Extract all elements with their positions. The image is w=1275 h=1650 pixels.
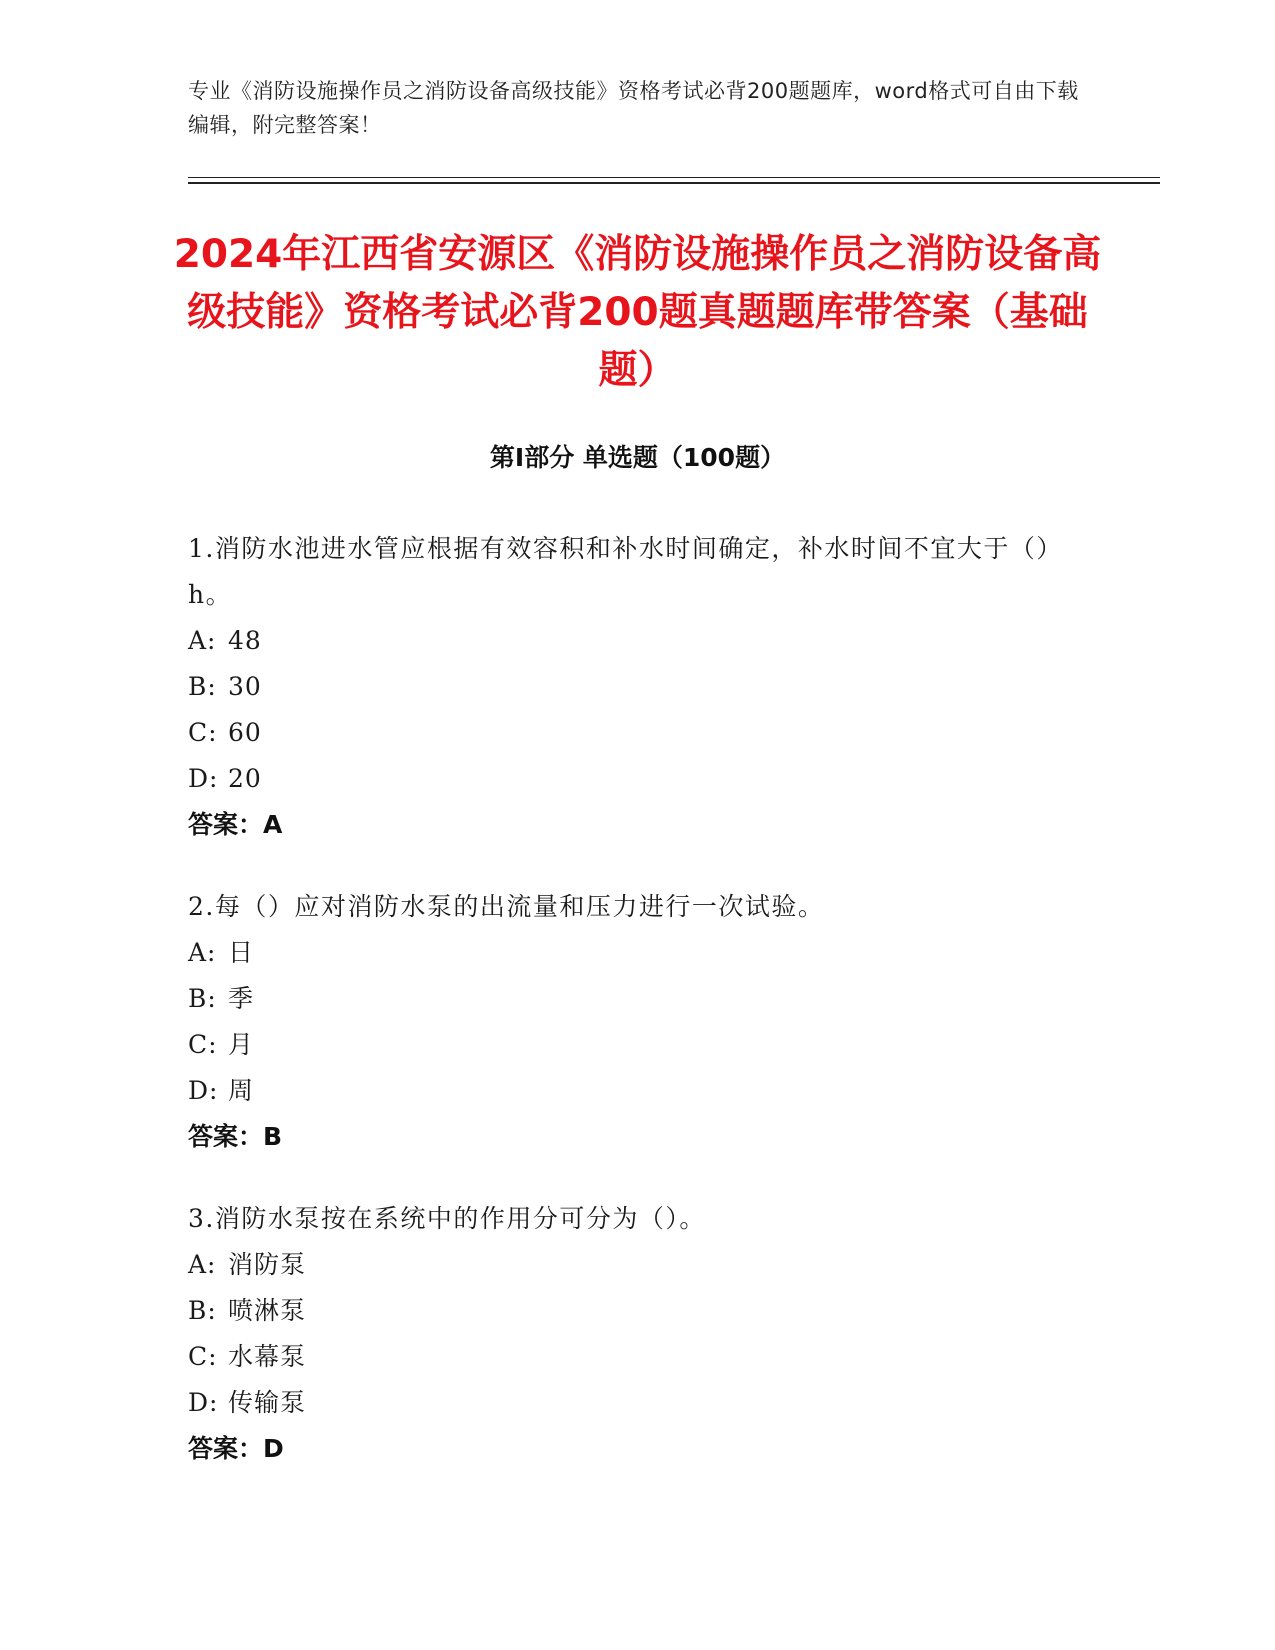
answer-line: 答案：A <box>188 810 283 839</box>
option-c <box>188 710 1058 756</box>
option-d <box>188 1380 1058 1426</box>
option-b <box>188 1288 1058 1334</box>
option-letter: B: <box>188 672 217 701</box>
answer-line: 答案：B <box>188 1122 283 1151</box>
question-stem: 3.消防水泵按在系统中的作用分可分为（）。 <box>188 1204 706 1233</box>
section-title: 第I部分 单选题（100题） <box>489 443 786 472</box>
option-text: 20 <box>228 764 262 793</box>
question-stem: 1.消防水池进水管应根据有效容积和补水时间确定，补水时间不宜大于（）h。 <box>188 534 1051 609</box>
option-letter: A: <box>188 626 217 655</box>
document-title: 2024年江西省安源区《消防设施操作员之消防设备高级技能》资格考试必背200题真题题库带答案（基础题） <box>173 232 1102 393</box>
option-text: 月 <box>228 1030 255 1059</box>
question-2 <box>188 884 1058 1160</box>
option-d <box>188 1068 1058 1114</box>
option-letter: A: <box>188 1250 217 1279</box>
option-letter: C: <box>188 718 218 747</box>
option-text: 传输泵 <box>228 1388 307 1417</box>
option-b <box>188 976 1058 1022</box>
option-text: 季 <box>228 984 255 1013</box>
option-letter: D: <box>188 764 219 793</box>
question-stem: 2.每（）应对消防水泵的出流量和压力进行一次试验。 <box>188 892 825 921</box>
question-list <box>188 526 1058 1508</box>
header-divider-thick <box>188 182 1160 184</box>
question-1 <box>188 526 1058 848</box>
option-b <box>188 664 1058 710</box>
question-3 <box>188 1196 1058 1472</box>
option-letter: B: <box>188 1296 217 1325</box>
option-a <box>188 930 1058 976</box>
option-letter: D: <box>188 1076 219 1105</box>
option-d <box>188 756 1058 802</box>
header-note: 专业《消防设施操作员之消防设备高级技能》资格考试必背200题题库，word格式可自由下载编辑，附完整答案！ <box>188 79 1079 137</box>
option-text: 水幕泵 <box>228 1342 307 1371</box>
option-letter: A: <box>188 938 217 967</box>
option-letter: B: <box>188 984 217 1013</box>
option-c <box>188 1022 1058 1068</box>
option-text: 30 <box>228 672 262 701</box>
option-text: 48 <box>228 626 262 655</box>
option-letter: C: <box>188 1030 218 1059</box>
option-text: 消防泵 <box>228 1250 307 1279</box>
option-letter: C: <box>188 1342 218 1371</box>
option-text: 喷淋泵 <box>228 1296 307 1325</box>
option-a <box>188 618 1058 664</box>
option-a <box>188 1242 1058 1288</box>
option-letter: D: <box>188 1388 219 1417</box>
option-text: 60 <box>228 718 262 747</box>
option-c <box>188 1334 1058 1380</box>
option-text: 日 <box>228 938 255 967</box>
option-text: 周 <box>228 1076 255 1105</box>
header-divider-thin <box>188 177 1160 178</box>
answer-line: 答案：D <box>188 1434 284 1463</box>
